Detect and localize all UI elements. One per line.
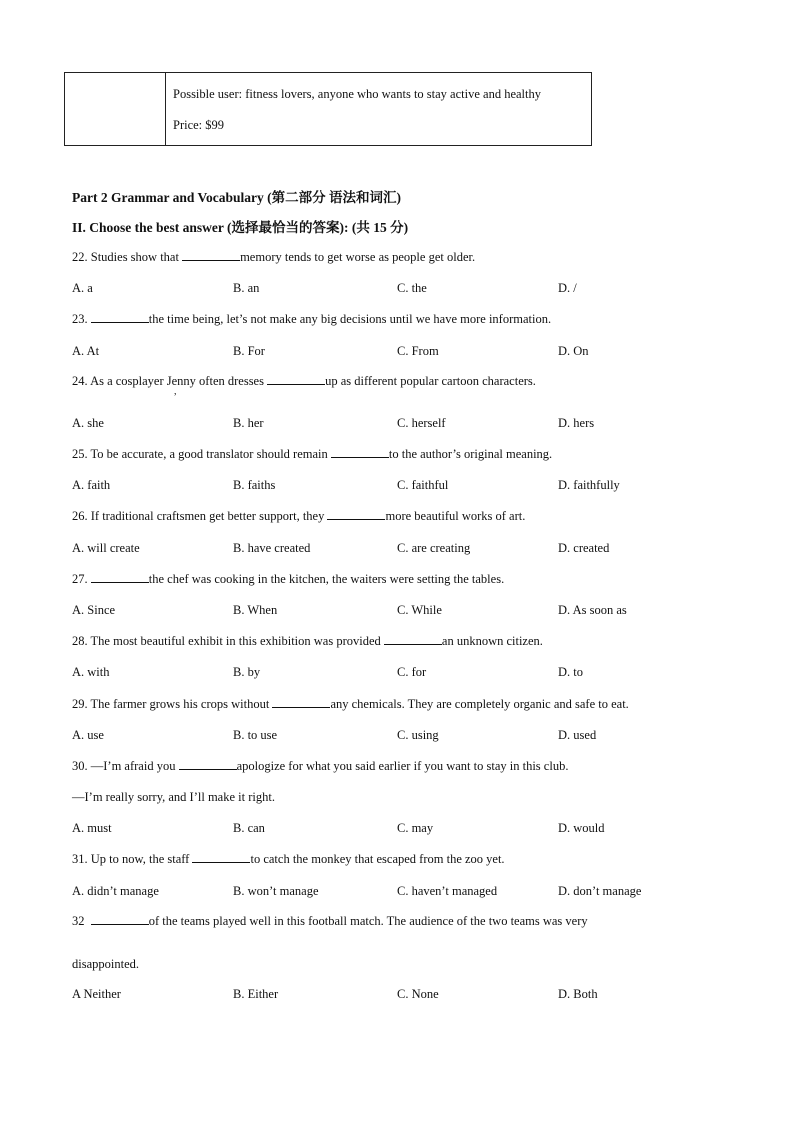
question-27 xyxy=(72,572,504,587)
option-a[interactable]: A. a xyxy=(72,281,93,295)
option-a[interactable]: A. Since xyxy=(72,603,116,617)
question-text-before: To be accurate, a good translator should remain xyxy=(90,447,331,461)
question-30 xyxy=(72,759,568,774)
question-text-after: to the author’s original meaning. xyxy=(388,447,553,461)
question-text-after: apologize for what you said earlier if you want to stay in this club. xyxy=(236,759,569,773)
price-line: Price: $99 xyxy=(173,118,225,132)
option-d[interactable]: D. On xyxy=(558,344,589,358)
option-d[interactable]: D. would xyxy=(558,821,605,835)
option-b[interactable]: B. Either xyxy=(233,987,279,1001)
question-text-after: more beautiful works of art. xyxy=(385,509,526,523)
answer-blank[interactable] xyxy=(327,509,385,520)
question-22 xyxy=(72,250,475,265)
part-title: Part 2 Grammar and Vocabulary (第二部分 语法和词汇) xyxy=(72,190,401,205)
question-24 xyxy=(72,374,536,389)
answer-blank[interactable] xyxy=(91,572,149,583)
table-empty-cell xyxy=(65,73,166,145)
instruction-heading: II. Choose the best answer (选择最恰当的答案): (共 15 分) xyxy=(72,220,409,235)
question-number: 22. xyxy=(72,250,88,264)
option-a[interactable]: A. didn’t manage xyxy=(72,884,159,898)
question-text-after: to catch the monkey that escaped from the zoo yet. xyxy=(250,852,505,866)
question-text-before: If traditional craftsmen get better support, they xyxy=(90,509,328,523)
option-a[interactable]: A. use xyxy=(72,728,104,742)
possible-user-line: Possible user: fitness lovers, anyone who wants to stay active and healthy xyxy=(173,87,541,101)
option-c[interactable]: C. may xyxy=(397,821,434,835)
option-c[interactable]: C. None xyxy=(397,987,439,1001)
option-a[interactable]: A. she xyxy=(72,416,104,430)
option-b[interactable]: B. her xyxy=(233,416,264,430)
question-text-before: Up to now, the staff xyxy=(90,852,193,866)
option-c[interactable]: C. using xyxy=(397,728,439,742)
dialogue-reply: —I’m really sorry, and I’ll make it right. xyxy=(72,790,275,804)
question-continuation: disappointed. xyxy=(72,957,140,971)
question-text-before: —I’m afraid you xyxy=(90,759,179,773)
option-c[interactable]: C. are creating xyxy=(397,541,471,555)
option-b[interactable]: B. by xyxy=(233,665,261,679)
answer-blank[interactable] xyxy=(179,759,237,770)
option-b[interactable]: B. When xyxy=(233,603,278,617)
question-number: 24. xyxy=(72,374,88,388)
answer-blank[interactable] xyxy=(384,634,442,645)
question-text-before: The most beautiful exhibit in this exhibition was provided xyxy=(90,634,384,648)
option-c[interactable]: C. While xyxy=(397,603,442,617)
answer-blank[interactable] xyxy=(91,312,149,323)
option-c[interactable]: C. herself xyxy=(397,416,446,430)
question-number: 23. xyxy=(72,312,88,326)
question-number: 25. xyxy=(72,447,88,461)
answer-blank[interactable] xyxy=(267,374,325,385)
answer-blank[interactable] xyxy=(182,250,240,261)
answer-blank[interactable] xyxy=(272,697,330,708)
option-d[interactable]: D. / xyxy=(558,281,577,295)
question-text-after: an unknown citizen. xyxy=(441,634,543,648)
question-number: 26. xyxy=(72,509,88,523)
question-number: 29. xyxy=(72,697,88,711)
stray-comma-mark: , xyxy=(174,386,177,397)
question-text-before: As a cosplayer Jenny often dresses xyxy=(90,374,268,388)
option-a[interactable]: A Neither xyxy=(72,987,121,1001)
question-number: 27. xyxy=(72,572,88,586)
question-number: 28. xyxy=(72,634,88,648)
question-number: 30. xyxy=(72,759,88,773)
question-text-before: Studies show that xyxy=(90,250,183,264)
option-d[interactable]: D. As soon as xyxy=(558,603,627,617)
option-b[interactable]: B. an xyxy=(233,281,260,295)
question-number: 32 xyxy=(72,914,85,928)
option-b[interactable]: B. For xyxy=(233,344,265,358)
question-text-after: any chemicals. They are completely organic and safe to eat. xyxy=(330,697,629,711)
answer-blank[interactable] xyxy=(331,447,389,458)
question-32 xyxy=(72,914,588,929)
option-d[interactable]: D. Both xyxy=(558,987,598,1001)
question-text-before: The farmer grows his crops without xyxy=(90,697,273,711)
option-d[interactable]: D. faithfully xyxy=(558,478,620,492)
option-a[interactable]: A. faith xyxy=(72,478,111,492)
option-d[interactable]: D. to xyxy=(558,665,583,679)
table-content-cell xyxy=(166,73,591,145)
question-text-after: the time being, let’s not make any big decisions until we have more information. xyxy=(148,312,552,326)
question-29 xyxy=(72,697,629,712)
option-c[interactable]: C. From xyxy=(397,344,439,358)
question-text-after: up as different popular cartoon characters. xyxy=(325,374,536,388)
option-b[interactable]: B. to use xyxy=(233,728,278,742)
option-d[interactable]: D. used xyxy=(558,728,597,742)
option-a[interactable]: A. will create xyxy=(72,541,140,555)
question-text-after: memory tends to get worse as people get older. xyxy=(240,250,476,264)
option-d[interactable]: D. don’t manage xyxy=(558,884,642,898)
answer-blank[interactable] xyxy=(192,852,250,863)
option-b[interactable]: B. won’t manage xyxy=(233,884,319,898)
product-info-table xyxy=(64,72,592,146)
option-b[interactable]: B. can xyxy=(233,821,265,835)
question-31 xyxy=(72,852,505,867)
option-d[interactable]: D. hers xyxy=(558,416,595,430)
question-text-after: the chef was cooking in the kitchen, the waiters were setting the tables. xyxy=(148,572,505,586)
option-b[interactable]: B. have created xyxy=(233,541,311,555)
question-25 xyxy=(72,447,552,462)
option-c[interactable]: C. haven’t managed xyxy=(397,884,498,898)
question-28 xyxy=(72,634,543,649)
option-a[interactable]: A. At xyxy=(72,344,100,358)
question-26 xyxy=(72,509,525,524)
option-c[interactable]: C. faithful xyxy=(397,478,449,492)
option-d[interactable]: D. created xyxy=(558,541,610,555)
answer-blank[interactable] xyxy=(91,914,149,925)
question-number: 31. xyxy=(72,852,88,866)
option-a[interactable]: A. must xyxy=(72,821,112,835)
question-text-after: of the teams played well in this football match. The audience of the two teams was very xyxy=(148,914,588,928)
option-c[interactable]: C. the xyxy=(397,281,427,295)
option-a[interactable]: A. with xyxy=(72,665,110,679)
question-23 xyxy=(72,312,551,327)
option-c[interactable]: C. for xyxy=(397,665,427,679)
option-b[interactable]: B. faiths xyxy=(233,478,276,492)
